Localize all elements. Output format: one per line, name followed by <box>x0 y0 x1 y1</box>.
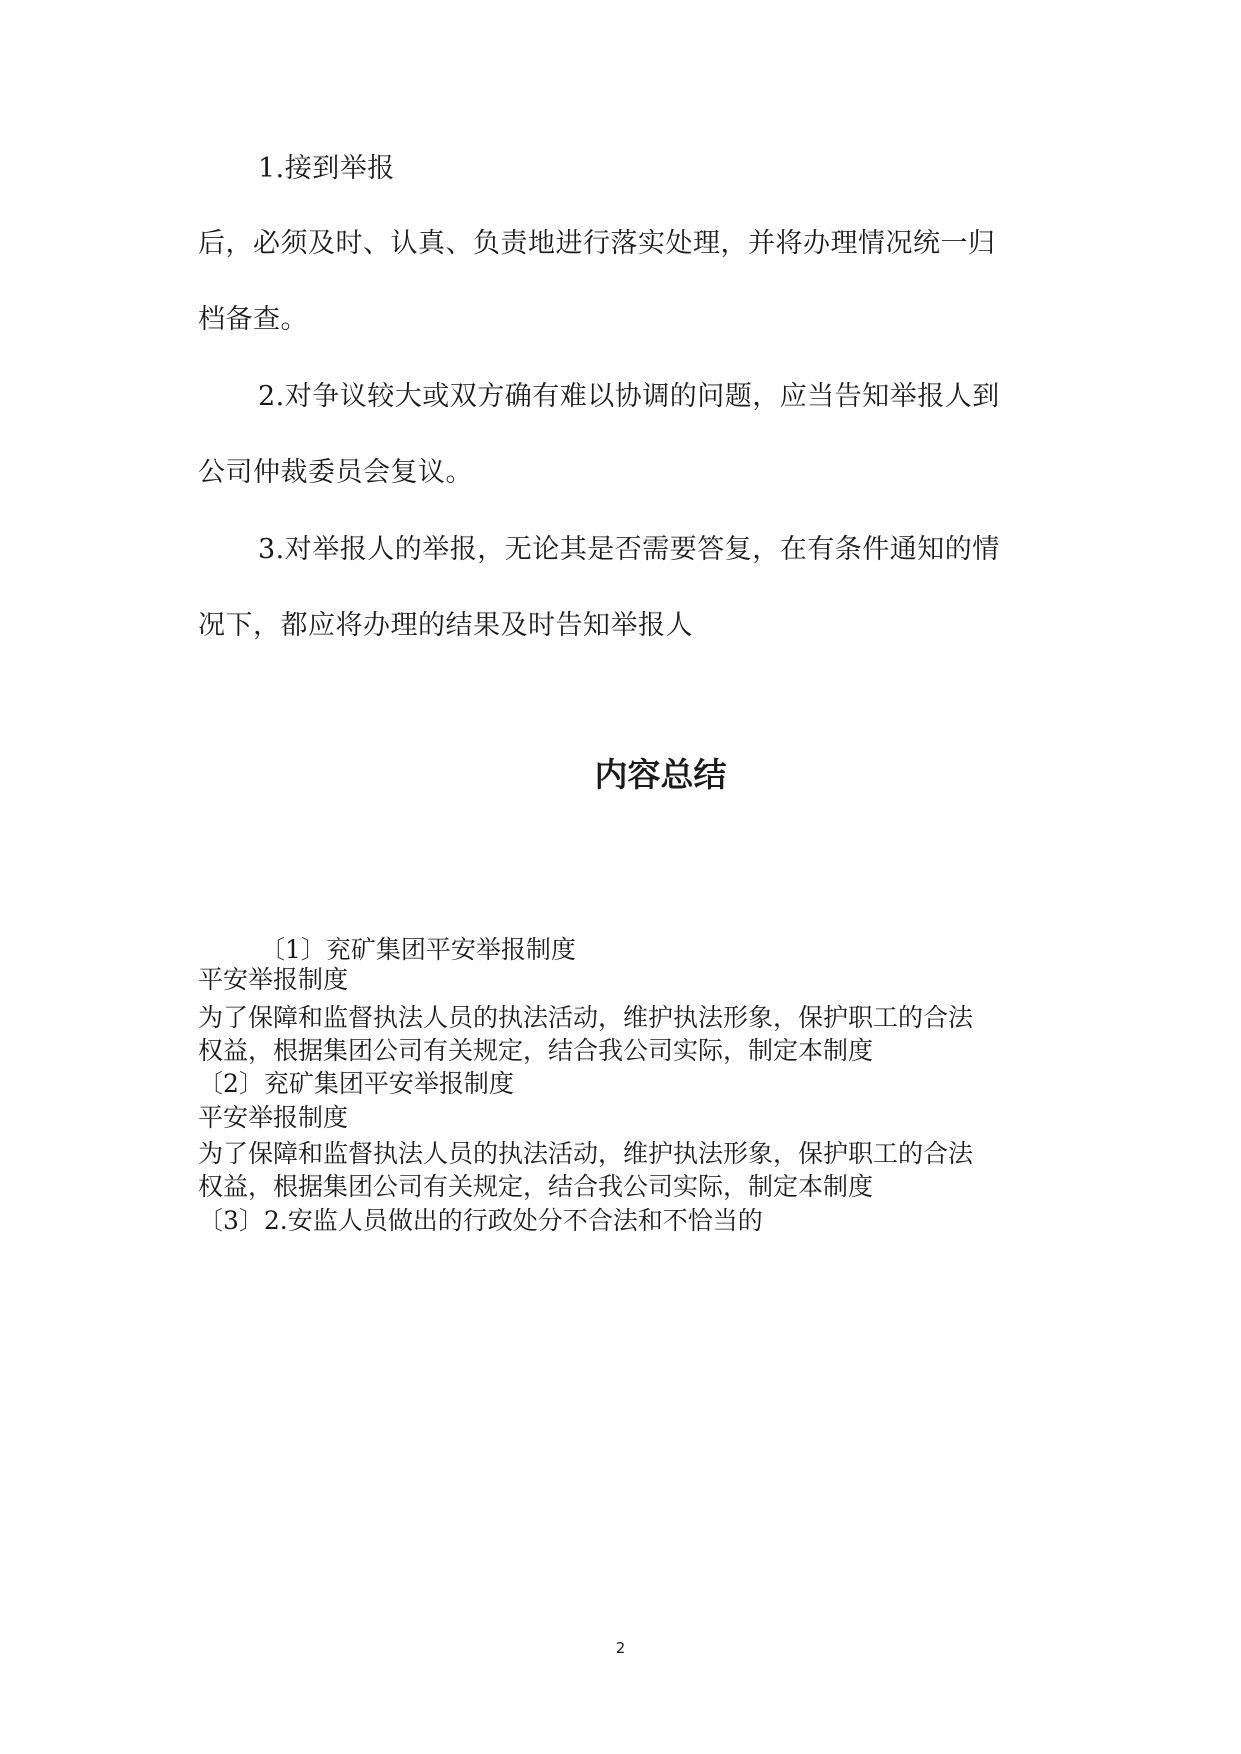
summary-line: 为了保障和监督执法人员的执法活动，维护执法形象，保护职工的合法 <box>198 1139 974 1168</box>
summary-line: 平安举报制度 <box>198 1103 349 1132</box>
body-paragraph-line: 公司仲裁委员会复议。 <box>198 457 473 488</box>
body-paragraph-line: 档备查。 <box>198 304 308 335</box>
summary-line: 平安举报制度 <box>198 965 349 994</box>
body-paragraph-line: 况下，都应将办理的结果及时告知举报人 <box>198 610 693 641</box>
body-paragraph-line: 2.对争议较大或双方确有难以协调的问题，应当告知举报人到 <box>258 381 1000 412</box>
body-paragraph-line: 后，必须及时、认真、负责地进行落实处理，并将办理情况统一归 <box>198 228 996 259</box>
summary-line: 〔3〕2.安监人员做出的行政处分不合法和不恰当的 <box>198 1206 763 1235</box>
body-paragraph-line: 1.接到举报 <box>258 153 395 184</box>
summary-line: 权益，根据集团公司有关规定，结合我公司实际，制定本制度 <box>198 1036 874 1065</box>
summary-line: 〔2〕兖矿集团平安举报制度 <box>198 1069 514 1098</box>
page-number: 2 <box>615 1639 626 1657</box>
summary-heading: 内容总结 <box>594 755 727 794</box>
body-paragraph-line: 3.对举报人的举报，无论其是否需要答复，在有条件通知的情 <box>258 534 1000 565</box>
summary-line: 〔1〕兖矿集团平安举报制度 <box>260 935 576 964</box>
summary-line: 为了保障和监督执法人员的执法活动，维护执法形象，保护职工的合法 <box>198 1003 974 1032</box>
summary-line: 权益，根据集团公司有关规定，结合我公司实际，制定本制度 <box>198 1172 874 1201</box>
